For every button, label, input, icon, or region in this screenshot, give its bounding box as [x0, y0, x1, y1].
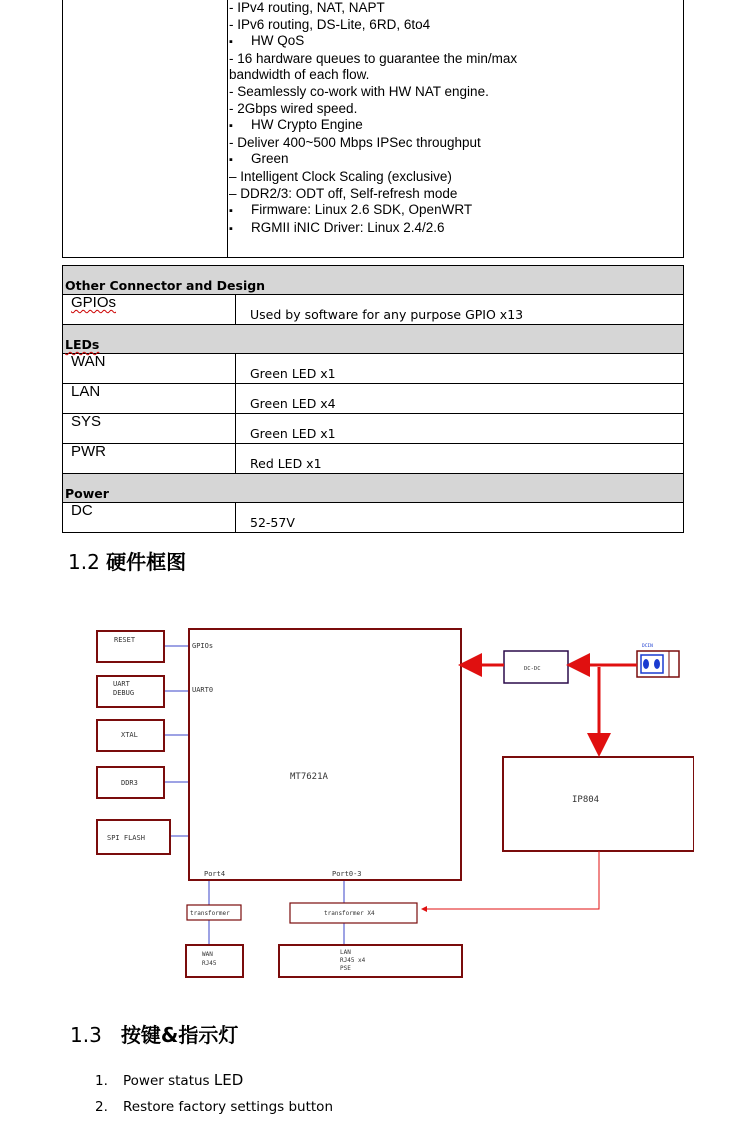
feature-table — [62, 0, 684, 258]
sys-label: SYS — [63, 414, 236, 444]
spi-flash-label: SPI FLASH — [107, 834, 145, 842]
feature-line: - Deliver 400~500 Mbps IPSec throughput — [229, 134, 481, 150]
list-item: 1. Power status LED — [95, 1071, 244, 1089]
feature-line: - IPv4 routing, NAT, NAPT — [229, 0, 385, 15]
feature-line: – Intelligent Clock Scaling (exclusive) — [229, 168, 452, 184]
list-item: 2. Restore factory settings button — [95, 1099, 334, 1115]
section-heading-1-2: 1.2 硬件框图 — [68, 550, 187, 574]
uart-label: UART — [113, 680, 130, 688]
pse-label: PSE — [340, 965, 351, 972]
feature-line: - IPv6 routing, DS-Lite, 6RD, 6to4 — [229, 16, 431, 32]
gpios-port-label: GPIOs — [192, 642, 214, 650]
feature-line: - 16 hardware queues to guarantee the min/max — [229, 50, 518, 66]
table-row — [63, 444, 684, 474]
spec-table — [62, 265, 684, 533]
table-divider — [227, 0, 228, 258]
pwr-value: Red LED x1 — [236, 444, 684, 474]
lan-label: LAN — [340, 949, 351, 956]
wan-value: Green LED x1 — [236, 354, 684, 384]
lan-label: LAN — [63, 384, 236, 414]
pwr-label: PWR — [63, 444, 236, 474]
wan-label: WAN — [63, 354, 236, 384]
feature-list — [229, 0, 679, 237]
mt7621a-chip — [189, 629, 461, 880]
dcin-connector — [637, 651, 679, 677]
hardware-block-diagram — [94, 625, 694, 985]
section-other-connector: Other Connector and Design — [63, 266, 684, 295]
feature-line: bandwidth of each flow. — [229, 67, 370, 83]
xtal-label: XTAL — [121, 731, 138, 739]
wan-label: WAN — [202, 951, 213, 958]
section-leds: LEDs — [63, 325, 684, 354]
feature-line: ▪ Green — [229, 151, 679, 169]
table-row — [63, 295, 684, 325]
gpios-label: GPIOs — [63, 295, 236, 325]
gpios-value: Used by software for any purpose GPIO x13 — [236, 295, 684, 325]
uart0-label: UART0 — [192, 686, 214, 694]
rj45-label: RJ45 — [202, 960, 217, 967]
section-power: Power — [63, 474, 684, 503]
feature-line: - Seamlessly co-work with HW NAT engine. — [229, 83, 489, 99]
lan-value: Green LED x4 — [236, 384, 684, 414]
feature-line: ▪ RGMII iNIC Driver: Linux 2.4/2.6 — [229, 220, 679, 238]
table-row — [63, 414, 684, 444]
ddr3-label: DDR3 — [121, 779, 138, 787]
port4-label: Port4 — [204, 870, 226, 878]
rj45-x4-label: RJ45 x4 — [340, 957, 366, 964]
dc-value: 52-57V — [236, 503, 684, 533]
debug-label: DEBUG — [113, 689, 135, 697]
dc-label: DC — [63, 503, 236, 533]
section-heading-1-3: 1.3 按键&指示灯 — [70, 1023, 239, 1047]
port0-3-label: Port0-3 — [332, 870, 362, 878]
dcin-label: DCIN — [642, 644, 653, 649]
chip-label: MT7621A — [290, 772, 328, 782]
feature-line: ▪ HW Crypto Engine — [229, 117, 679, 135]
ip804-label: IP804 — [572, 795, 600, 805]
feature-line: ▪ HW QoS — [229, 33, 679, 51]
dc-dc-label: DC-DC — [524, 666, 541, 672]
sys-value: Green LED x1 — [236, 414, 684, 444]
feature-line: ▪ Firmware: Linux 2.6 SDK, OpenWRT — [229, 202, 679, 220]
feature-line: - 2Gbps wired speed. — [229, 100, 358, 116]
indicator-list — [95, 1071, 333, 1127]
reset-label: RESET — [114, 636, 136, 644]
feature-line: – DDR2/3: ODT off, Self-refresh mode — [229, 185, 458, 201]
transformer-label: transformer — [190, 910, 230, 917]
lan-rj45-box — [279, 945, 462, 977]
table-row — [63, 354, 684, 384]
table-row — [63, 503, 684, 533]
transformer-x4-label: transformer X4 — [324, 910, 375, 917]
table-row — [63, 384, 684, 414]
